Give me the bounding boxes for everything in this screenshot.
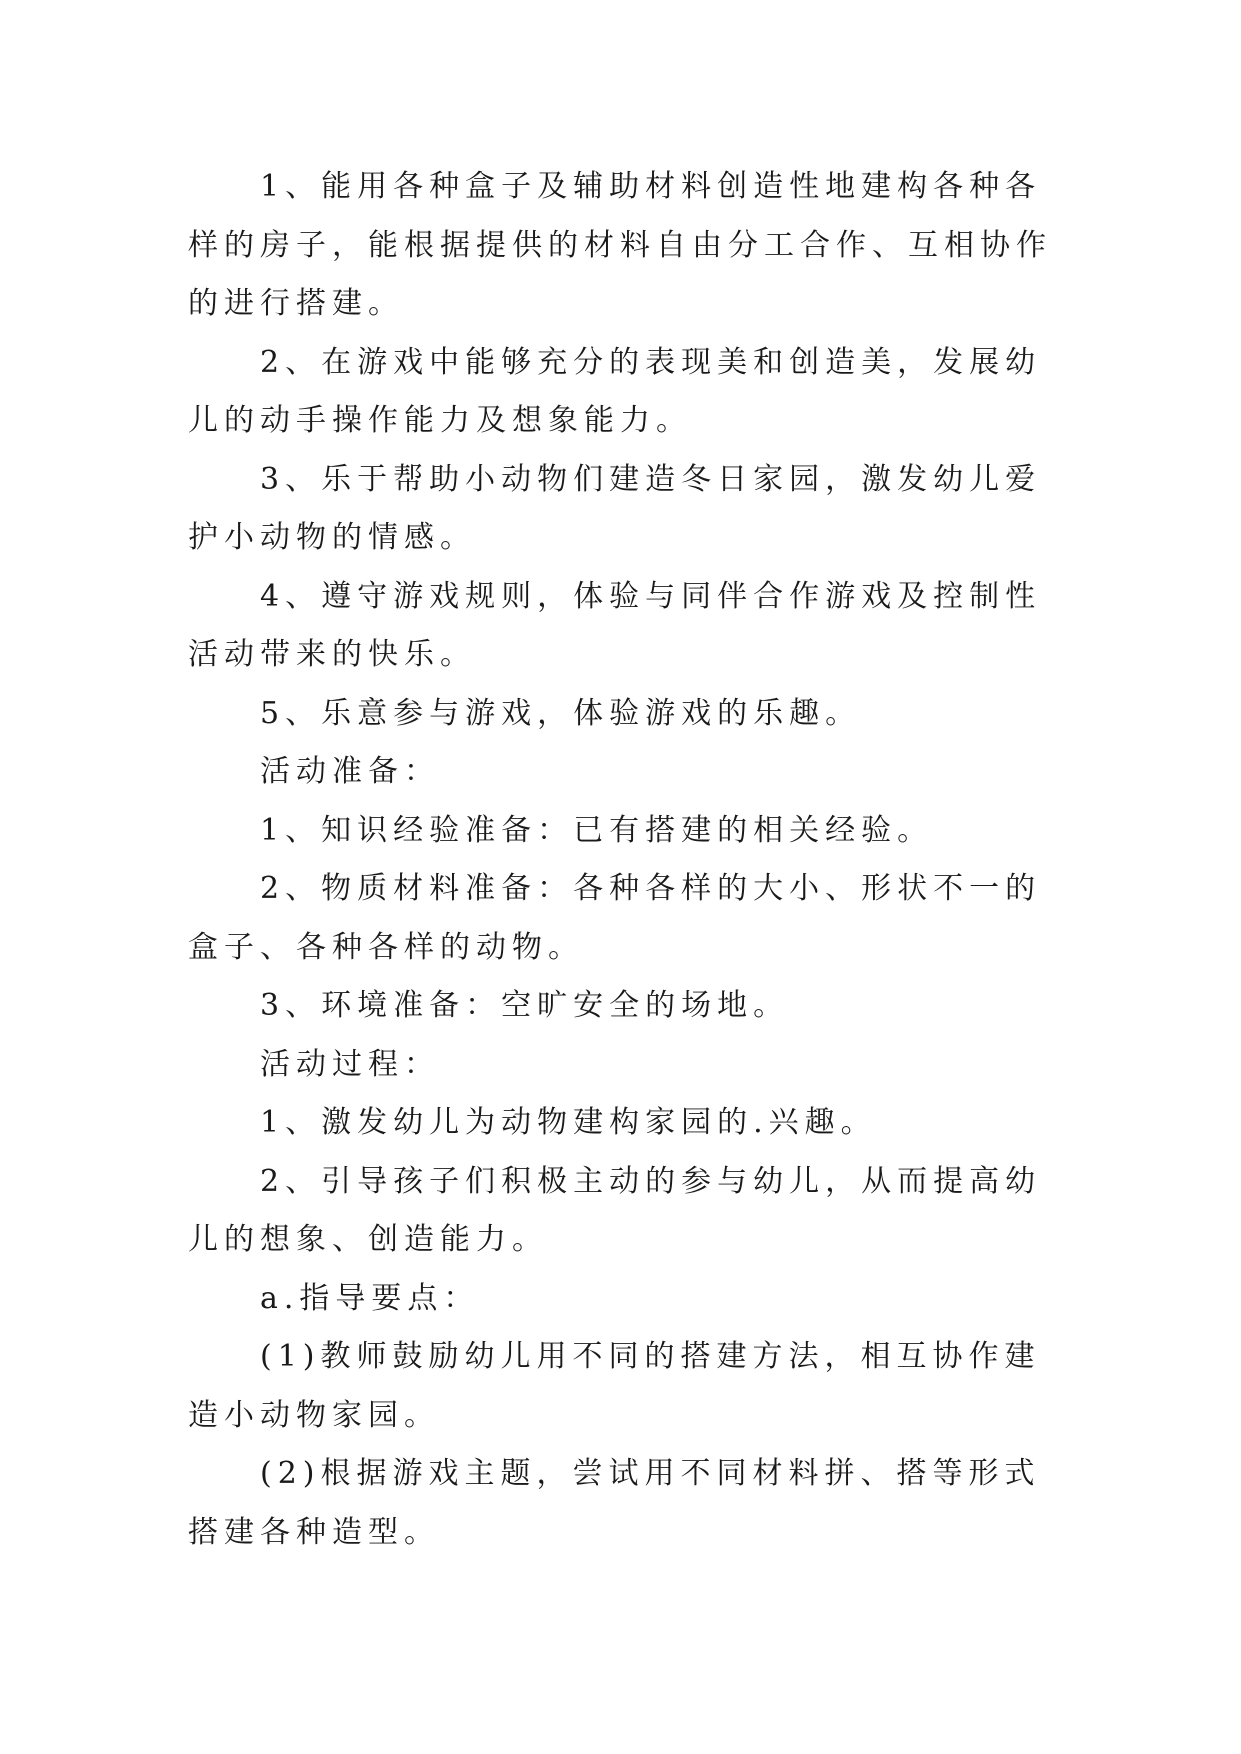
paragraph-guidance-1: (1)教师鼓励幼儿用不同的搭建方法，相互协作建造小动物家园。 bbox=[188, 1339, 1041, 1433]
paragraph-goal-5: 5、乐意参与游戏，体验游戏的乐趣。 bbox=[260, 695, 862, 731]
paragraph-guidance-2: (2)根据游戏主题，尝试用不同材料拼、搭等形式搭建各种造型。 bbox=[188, 1456, 1041, 1550]
paragraph-goal-2: 2、在游戏中能够充分的表现美和创造美，发展幼儿的动手操作能力及想象能力。 bbox=[188, 344, 1042, 438]
section-heading-preparation: 活动准备： bbox=[260, 754, 440, 789]
paragraph-goal-1: 1、能用各种盒子及辅助材料创造性地建构各种各样的房子，能根据提供的材料自由分工合作、互相协作的进行搭建。 bbox=[188, 169, 1052, 321]
paragraph-preparation-3: 3、环境准备：空旷安全的场地。 bbox=[260, 988, 790, 1023]
section-heading-process: 活动过程： bbox=[260, 1046, 440, 1082]
subheading-guidance: a.指导要点： bbox=[260, 1280, 480, 1316]
paragraph-process-1: 1、激发幼儿为动物建构家园的.兴趣。 bbox=[260, 1105, 877, 1140]
paragraph-goal-3: 3、乐于帮助小动物们建造冬日家园，激发幼儿爱护小动物的情感。 bbox=[188, 461, 1042, 555]
paragraph-preparation-1: 1、知识经验准备：已有搭建的相关经验。 bbox=[260, 812, 934, 848]
paragraph-preparation-2: 2、物质材料准备：各种各样的大小、形状不一的盒子、各种各样的动物。 bbox=[188, 871, 1042, 965]
paragraph-goal-4: 4、遵守游戏规则，体验与同伴合作游戏及控制性活动带来的快乐。 bbox=[188, 578, 1042, 672]
paragraph-process-2: 2、引导孩子们积极主动的参与幼儿，从而提高幼儿的想象、创造能力。 bbox=[188, 1163, 1042, 1257]
document-body bbox=[188, 158, 1068, 1562]
